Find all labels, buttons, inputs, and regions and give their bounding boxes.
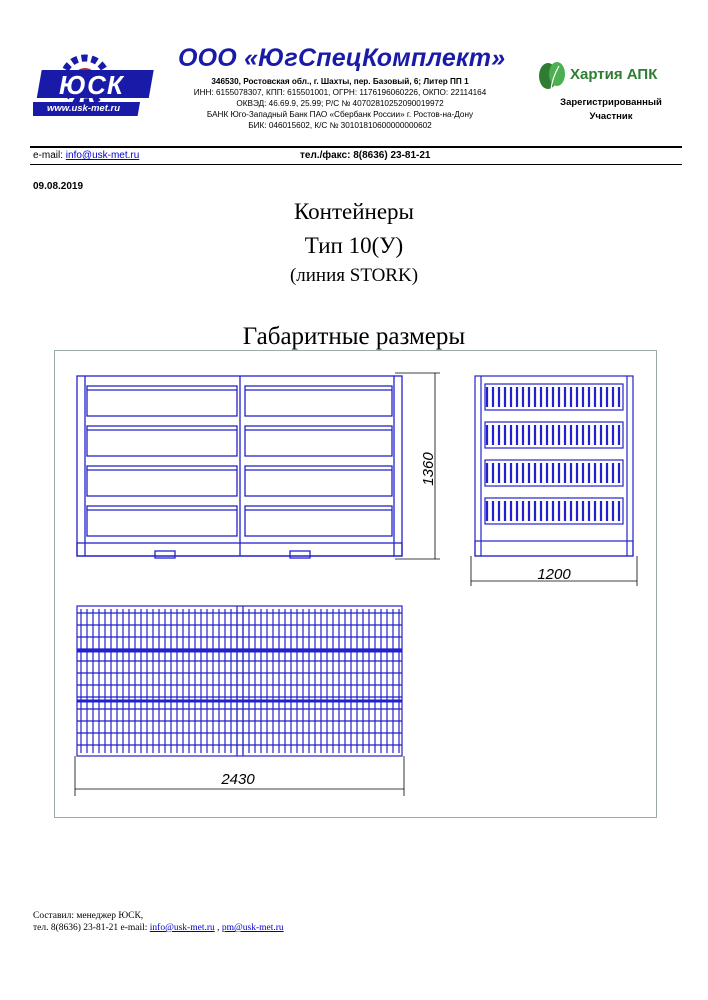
dimension-height: 1360 xyxy=(420,452,437,486)
side-view xyxy=(475,376,633,556)
document-date: 09.08.2019 xyxy=(33,181,84,192)
header-divider-bottom xyxy=(30,164,682,165)
top-view xyxy=(77,606,402,756)
doc-title-line2: Тип 10(У) xyxy=(304,233,404,258)
company-address: 346530, Ростовская обл., г. Шахты, пер. Базовый, 6; Литер ПП 1 xyxy=(211,77,469,86)
company-name: ООО «ЮгСпецКомплект» xyxy=(178,44,506,72)
company-okved: ОКВЭД: 46.69.9, 25.99; Р/С № 40702810252090019972 xyxy=(236,99,444,108)
doc-title-line1: Контейнеры xyxy=(293,199,415,224)
contact-email xyxy=(33,150,139,161)
footer-email-info[interactable]: info@usk-met.ru xyxy=(149,923,215,933)
footer-contacts xyxy=(33,923,284,933)
footer-separator: , xyxy=(214,923,222,933)
logo-url: www.usk-met.ru xyxy=(47,103,121,114)
front-view xyxy=(77,376,402,558)
company-inn: ИНН: 6155078307, КПП: 615501001, ОГРН: 1176196060226, ОКПО: 22114164 xyxy=(193,88,487,97)
email-label: e-mail: xyxy=(33,150,66,161)
company-bank: БАНК Юго-Западный Банк ПАО «Сбербанк России» г. Ростов-на-Дону xyxy=(206,110,474,119)
partner-logo-icon xyxy=(537,60,567,92)
company-requisites xyxy=(175,76,505,131)
dimensions-drawing xyxy=(54,350,657,818)
partner-status-line1: Зарегистрированный xyxy=(560,97,662,108)
section-title: Габаритные размеры xyxy=(242,323,466,350)
footer-author: Составил: менеджер ЮСК, xyxy=(33,911,144,921)
partner-status-line2: Участник xyxy=(589,111,633,122)
header-divider-top xyxy=(30,146,682,148)
dimension-width: 1200 xyxy=(537,566,571,583)
dimension-length: 2430 xyxy=(221,771,255,788)
footer-email-pm[interactable]: pm@usk-met.ru xyxy=(221,923,284,933)
contact-phone: тел./факс: 8(8636) 23-81-21 xyxy=(300,150,431,161)
footer-phone: тел. 8(8636) 23-81-21 e-mail: xyxy=(33,923,150,933)
partner-status xyxy=(546,96,676,124)
logo-text: ЮСК xyxy=(59,70,124,100)
doc-title-line3: (линия STORK) xyxy=(289,265,419,286)
company-logo xyxy=(33,40,163,136)
email-link[interactable]: info@usk-met.ru xyxy=(65,150,140,161)
partner-name: Хартия АПК xyxy=(570,66,658,83)
company-bik: БИК: 046015602, К/С № 30101810600000000602 xyxy=(248,121,432,130)
